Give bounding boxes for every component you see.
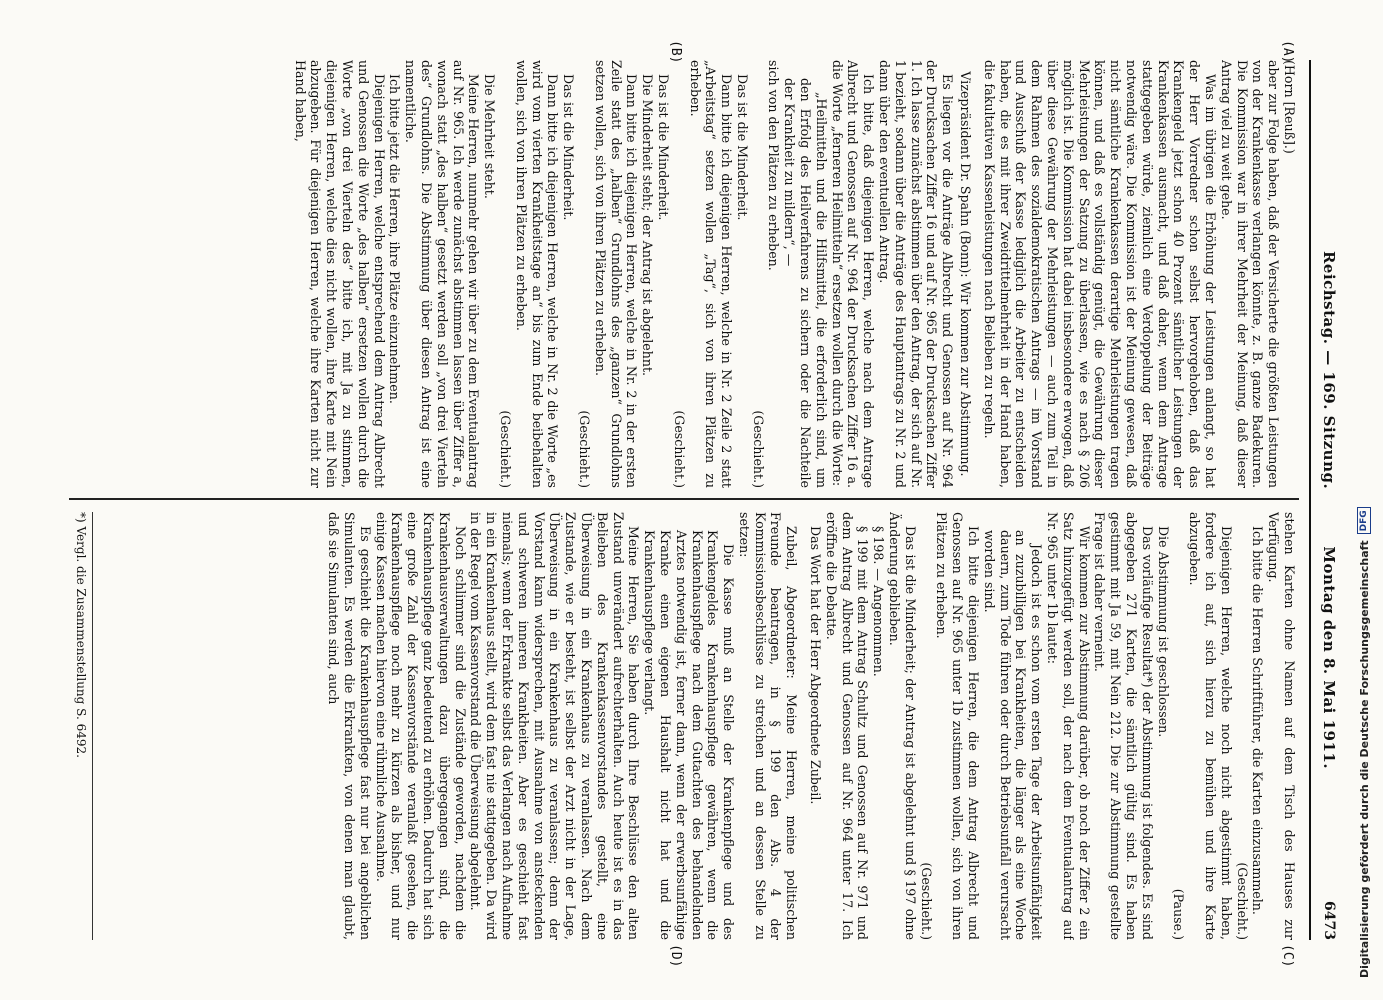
paragraph: § 199 mit dem Antrag Schultz und Genossen auf Nr. 971 und dem Antrag Albrecht und Genossen auf Nr. 964 unter 17. Ich eröffne die Debatte. <box>823 512 871 940</box>
paragraph: Die Mehrheit steht. <box>482 74 498 199</box>
paragraph: Wir kommen zur Abstimmung darüber, ob noch der Ziffer 2 ein Satz hinzugefügt werden soll, der nach dem Eventualantrag auf Nr. 965 unter 1b lautet: <box>1045 512 1092 940</box>
paragraph: § 198. — Angenommen. <box>871 526 887 677</box>
header-title <box>1320 240 1338 780</box>
header-rule <box>1309 60 1311 940</box>
paragraph: (Horn [Reuß].) <box>1282 60 1297 154</box>
paragraph: Das ist die Minderheit. <box>561 74 577 221</box>
paragraph: (Geschieht.) <box>918 862 934 940</box>
paragraph: Meine Herren, nunmehr gehen wir über zu dem Eventualantrag auf Nr. 965. Ich werde zunächst abstimmen lassen über Ziffer a, wonach statt „des halben“ gesetzt werden soll „von drei Vierteln des“ Grundlohns. Die Abstimmung über diesen Antrag ist eine namentliche. <box>403 60 482 488</box>
paragraph: Das ist die Minderheit; der Antrag ist abgelehnt und § 197 ohne Änderung geblieben. <box>887 512 918 940</box>
margin-marker-c: (C) <box>1280 944 1295 968</box>
paragraph: Dann bitte ich diejenigen Herren, welche in Nr. 2 in der ersten Zeile statt des „halben“ Grundlohns des „ganzen“ Grundlohns setzen wollen, sich von ihren Plätzen zu erheben. <box>592 60 640 488</box>
right-column <box>61 512 1297 940</box>
page-number: 6473 <box>1321 901 1337 940</box>
paragraph: Die Minderheit steht; der Antrag ist abgelehnt. <box>640 74 656 377</box>
paragraph: Dann bitte ich diejenigen Herren, welche in Nr. 2 Zeile 2 statt „Arbeitstag“ setzen wollen „Tag“, sich von ihren Plätzen zu erheben. <box>687 60 735 488</box>
sidebar-credit-text: Digitalisierung gefördert durch die Deutsche Forschungsgemeinschaft <box>1357 540 1371 978</box>
paragraph: Die Kasse muß an Stelle der Krankenpflege und des Krankengeldes Krankenhauspflege gewähren, wenn die Krankenhauspflege nach dem Gutachten des behandelnden Arztes notwendig ist, ferner dann, wenn der erwerbsunfähige Kranke einen eigenen Haushalt nicht hat und die Krankenhauspflege verlangt. <box>642 530 737 940</box>
sidebar-credit-line <box>1355 0 1373 1000</box>
paragraph: Meine Herren, Sie haben durch Ihre Beschlüsse den alten Zustand unverändert aufrechterhalten. Auch heute ist es in das Belieben des Krankenkassenvorstandes gestellt, eine Überweisung in ein Krankenhaus zu veranlassen. Nach dem Zustande, wie er besteht, ist selbst der Arzt nicht in der Lage, Überweisung in ein Krankenhaus zu veranlassen; denn der Vorstand kann widersprechen, mit Ausnahme von ansteckenden und schweren inneren Krankheiten. Aber es geschieht fast niemals; wenn der Erkrankte selbst das Verlangen nach Aufnahme in ein Krankenhaus stellt, wird dem fast nie stattgegeben. Da wird in der Regel vom Kassenvorstand die Überweisung abgelehnt. <box>468 512 642 940</box>
paragraph: (Geschieht.) <box>1234 862 1250 940</box>
page-header <box>1315 60 1343 940</box>
paragraph: Zubeil, Abgeordneter: Meine Herren, meine politischen Freunde beantragen, in § 199 den Abs. 4 der Kommissionsbeschlüsse zu streichen und an dessen Stelle zu setzen: <box>736 512 800 940</box>
paragraph: stehen Karten ohne Namen auf dem Tisch des Hauses zur Verfügung. <box>1266 512 1297 940</box>
paragraph: aber zur Folge haben, daß der Versicherte die größten Leistungen von der Krankenkasse verlangen könnte, z. B. ganze Badekuren. Die Kommission war in ihrer Mehrheit der Meinung, daß dieser Antrag viel zu weit gehe. <box>1218 60 1282 488</box>
paragraph: Das ist die Minderheit. <box>734 74 750 221</box>
paragraph: sich von den Plätzen zu erheben. <box>766 60 782 271</box>
paragraph: (Geschieht.) <box>497 410 513 488</box>
paragraph: Das vorläufige Resultat*) der Abstimmung ist folgendes. Es sind abgegeben 271 Karten, die sämtlich gültig sind. Es haben gestimmt mit Ja 59, mit Nein 212. Die zur Abstimmung gestellte Frage ist daher verneint. <box>1092 512 1155 940</box>
column-divider <box>69 498 1299 500</box>
paragraph: Die Abstimmung ist geschlossen. <box>1155 526 1171 738</box>
paragraph: Noch schlimmer sind die Zustände geworden, nachdem die Krankenhausverwaltungen dazu übergegangen sind, die Krankenhauspflege ganz bedeutend zu erhöhen. Dadurch hat sich eine große Zahl der Kassenvorstände veranlaßt gesehen, die Krankenhauspflege noch mehr zu kürzen als bisher, und nur einige Kassen machen hiervon eine rühmliche Ausnahme. <box>373 512 468 940</box>
paragraph: Es liegen vor die Anträge Albrecht und Genossen auf Nr. 964 der Drucksachen Ziffer 16 und auf Nr. 965 der Drucksachen Ziffer 1. Ich lasse zunächst abstimmen über den Antrag, der sich auf Nr. 1 bezieht, sodann über die Anträge des Hauptantrags zu Nr. 2 und dann über den eventuellen Antrag. <box>877 60 956 488</box>
paragraph: Was im übrigen die Erhöhung der Leistungen anlangt, so hat der Herr Vorredner schon selbst hervorgehoben, daß das Krankengeld jetzt schon 40 Prozent sämtlicher Leistungen der Krankenkassen ausmacht, und daß daher, wenn dem Antrage stattgegeben würde, ziemlich eine Verdoppelung der Beiträge notwendig wäre. Die Kommission ist der Meinung gewesen, daß nicht sämtliche Krankenkassen derartige Mehrleistungen tragen können, und daß es vollständig genügt, die Gewährung dieser Mehrleistungen der Satzung zu überlassen, wie es nach § 206 möglich ist. Die Kommission hat dabei insbesondere erwogen, daß über diese Gewährung der Mehrleistungen — auch zum Teil in dem Rahmen des sozialdemokratischen Antrags — im Vorstand und Ausschuß der Kasse lediglich die Arbeiter zu entscheiden haben, die es mit ihrer Zweidrittelmehrheit in der Hand haben, die fakultativen Kassenleistungen nach Belieben zu regeln. <box>981 60 1219 488</box>
paragraph: Vizepräsident Dr. Spahn (Bonn): Wir kommen zur Abstimmung. <box>958 71 974 477</box>
paragraph: Es geschieht die Krankenhauspflege fast nur bei angeblichen Simulanten. Es werden die Erkrankten, von denen man glaubt, daß sie Simulanten sind, auch <box>326 512 373 940</box>
paragraph: (Pause.) <box>1171 888 1187 940</box>
paragraph: Das ist die Minderheit. <box>655 74 671 221</box>
margin-marker-b: (B) <box>668 40 683 64</box>
dfg-logo: DFG <box>1357 507 1371 534</box>
paragraph: Dann bitte ich diejenigen Herren, welche in Nr. 2 die Worte „es wird vom vierten Krankheitstage an“ bis zum Ende beibehalten wollen, sich von ihren Plätzen zu erheben. <box>513 60 561 488</box>
paragraph: Das Wort hat der Herr Abgeordnete Zubeil. <box>808 526 824 805</box>
paragraph: (Geschieht.) <box>750 410 766 488</box>
paragraph: Diejenigen Herren, welche entsprechend dem Antrag Albrecht und Genossen die Worte „des halben“ ersetzen wollen durch die Worte „von drei Vierteln des“ bitte ich, mit Ja zu stimmen, diejenigen Herren, welche dies nicht wollen, ihre Karte mit Nein abzugeben. Für diejenigen Herren, welche ihre Karten nicht zur Hand haben, <box>292 60 387 488</box>
margin-marker-a: (A) <box>1280 40 1295 64</box>
sidebar-credit <box>1345 0 1375 1000</box>
paragraph: Ich bitte jetzt die Herren, ihre Plätze einzunehmen. <box>387 74 403 404</box>
paragraph: Ich bitte diejenigen Herren, die dem Antrag Albrecht und Genossen auf Nr. 965 unter 1b zustimmen wollen, sich von ihren Plätzen zu erheben. <box>934 512 982 940</box>
paragraph: Ich bitte die Herren Schriftführer, die Karten einzusammeln. <box>1250 526 1266 915</box>
header-left-text: Reichstag. — 169. Sitzung. <box>1320 250 1338 490</box>
margin-marker-d: (D) <box>668 944 683 968</box>
left-column <box>61 60 1297 488</box>
paragraph: (Geschieht.) <box>671 410 687 488</box>
paragraph: Jedoch ist es schon vom ersten Tage der Arbeitsunfähigkeit an zuzubilligen bei Krankheiten, die länger als eine Woche dauern, zum Tode führen oder durch Betriebsunfall verursacht worden sind. <box>981 530 1045 940</box>
paragraph: (Geschieht.) <box>576 410 592 488</box>
paragraph: Ich bitte, daß diejenigen Herren, welche nach dem Antrage Albrecht und Genossen auf Nr. 964 der Drucksachen Ziffer 16 a. die Worte „ferneren Heilmitteln“ ersetzen wollen durch die Worte: <box>829 60 877 488</box>
header-right-text: Montag den 8. Mai 1911. <box>1320 546 1338 770</box>
footnote: *) Vergl. die Zusammenstellung S. 6492. <box>74 512 93 940</box>
paragraph: Diejenigen Herren, welche noch nicht abgestimmt haben, fordere ich auf, sich hierzu zu bemühen und ihre Karte abzugeben. <box>1187 512 1234 940</box>
paragraph: „Heilmitteln und die Hilfsmittel, die erforderlich sind, um den Erfolg des Heilverfahrens zu sichern oder die Nachteile der Krankheit zu mildern“, — <box>782 78 829 488</box>
